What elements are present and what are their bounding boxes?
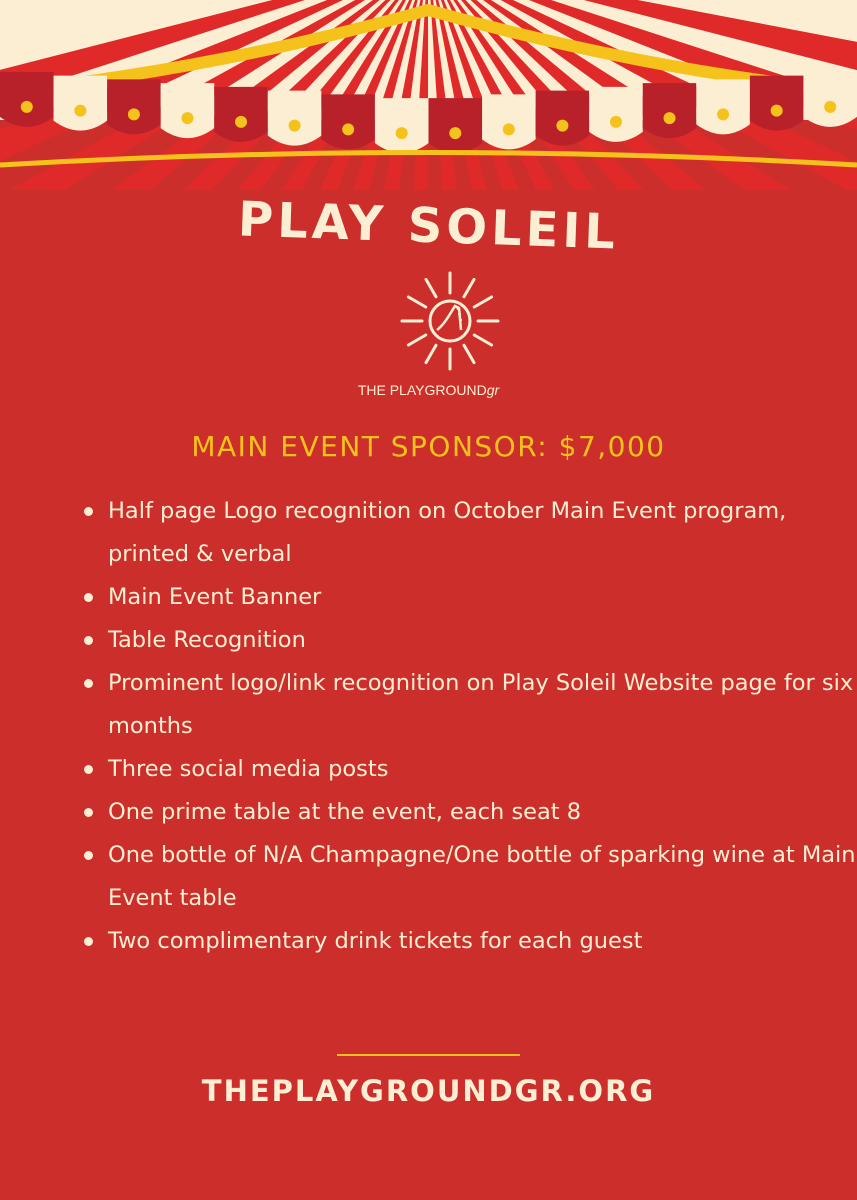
website-url: THEPLAYGROUNDGR.ORG [201,1074,656,1108]
benefits-list [78,490,857,963]
tent-flap [268,91,322,146]
tent-flap [214,87,268,142]
tent-flap-dot [396,127,408,139]
tent-flap [750,76,804,131]
tent-flap-dot [771,105,783,117]
sun-ray [464,279,474,296]
sun-ray [474,297,491,307]
tent-flap-dot [556,120,568,132]
tent-flap-dot [717,108,729,120]
sun-ray [474,335,491,345]
tent-flap-dot [128,108,140,120]
list-item: One prime table at the event, each seat 8 [108,791,857,834]
tent-flap-dot [235,116,247,128]
list-item: Half page Logo recognition on October Main Event program, printed & verbal [108,490,857,576]
list-item: Three social media posts [108,748,857,791]
tent-flap-dot [503,123,515,135]
tent-flap-dot [824,101,836,113]
sun-ray [464,345,474,362]
list-item: Two complimentary drink tickets for each guest [108,920,857,963]
tent-flap-dot [342,123,354,135]
tent-flap-dot [664,112,676,124]
tent-flap [429,98,483,153]
tent-flap [536,91,590,146]
tent-flap [375,98,429,153]
tent-flap [696,79,750,134]
divider [337,1054,520,1056]
circus-tent-canopy [0,0,857,190]
logo-suffix: gr [486,382,500,398]
sponsor-heading: MAIN EVENT SPONSOR: $7,000 [191,430,666,463]
logo-wordmark [0,382,857,398]
list-item: Prominent logo/link recognition on Play Soleil Website page for six months [108,662,857,748]
tent-flap-dot [21,101,33,113]
list-item: One bottle of N/A Champagne/One bottle of sparking wine at Main Event table [108,834,857,920]
page-title: PLAY SOLEIL [237,191,620,261]
list-item: Main Event Banner [108,576,857,619]
tent-flap-dot [181,112,193,124]
sun-ray [408,297,425,307]
sun-ray [408,335,425,345]
tent-flap-dot [74,105,86,117]
tent-flap [321,94,375,149]
tent-flap-dot [289,120,301,132]
sun-slide-icon [393,268,507,378]
tent-flap [107,79,161,134]
tent-flap [161,83,215,138]
tent-flap-dot [449,127,461,139]
tent-flap [589,87,643,142]
tent-flap [54,76,108,131]
tent-flap [643,83,697,138]
tent-flap [803,72,857,127]
tent-flap-dot [610,116,622,128]
tent-flap [0,72,54,127]
list-item: Table Recognition [108,619,857,662]
logo-name: THE PLAYGROUND [357,382,487,398]
sun-ray [426,279,436,296]
sun-ray [426,345,436,362]
tent-flap [482,94,536,149]
